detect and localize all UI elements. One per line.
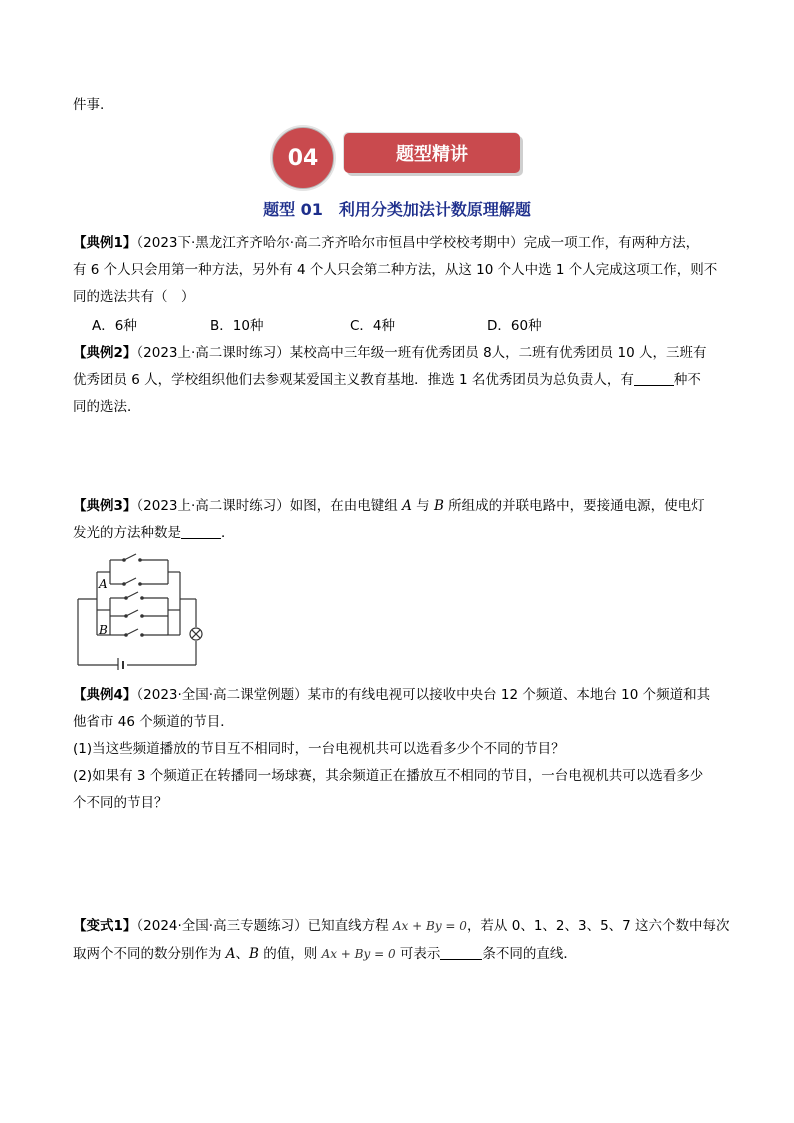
- var-b: B: [249, 946, 259, 962]
- example-1-line-1: [73, 233, 699, 253]
- example-4-question-2-line-1: (2)如果有 3 个频道正在转播同一场球赛，其余频道正在播放互不相同的节目，一台电视机共可以选看多少: [73, 768, 704, 784]
- circuit-label-a: A: [99, 577, 108, 591]
- example-3-text-b: 与: [411, 498, 434, 514]
- example-3-text-a: （2023上·高二课时练习）如图，在由电键组: [136, 498, 403, 514]
- example-1-option-c: C．4种: [350, 318, 396, 334]
- section-number-badge: 04: [272, 127, 334, 189]
- switch-a1: [124, 554, 136, 560]
- switch-a2: [124, 578, 136, 584]
- example-1-tag: 【典例1】: [73, 235, 137, 251]
- circuit-label-b: B: [99, 623, 108, 637]
- answer-blank: [440, 945, 482, 960]
- continued-text: 件事.: [73, 97, 105, 113]
- example-4-question-1: (1)当这些频道播放的节目互不相同时，一台电视机共可以选看多少个不同的节目？: [73, 741, 565, 757]
- switch-b2: [126, 610, 138, 616]
- variant-1-line-2: [73, 944, 577, 964]
- equation: Ax + By = 0: [392, 919, 467, 933]
- example-2-text: （2023上·高二课时练习）某校高中三年级一班有优秀团员 8人，二班有优秀团员 10 人，三班有: [136, 345, 707, 361]
- variant-1-text-b: ，若从 0、1、2、3、5、7 这六个数中每次: [466, 918, 730, 934]
- variant-1-text-d: 的值，则: [258, 946, 322, 962]
- example-3-tag: 【典例3】: [73, 498, 137, 514]
- circuit-diagram: [70, 550, 210, 670]
- section-label-banner: 题型精讲: [344, 133, 520, 173]
- example-1-option-a: A．6种: [92, 318, 137, 334]
- switch-b3: [126, 629, 138, 635]
- example-4-text: （2023·全国·高二课堂例题）某市的有线电视可以接收中央台 12 个频道、本地台 10 个频道和其: [136, 687, 711, 703]
- switch-b1: [126, 592, 138, 598]
- example-2-tag: 【典例2】: [73, 345, 137, 361]
- example-4-line-2: 他省市 46 个频道的节目．: [73, 714, 234, 730]
- equation: Ax + By = 0: [321, 947, 396, 961]
- example-2-line-3: 同的选法．: [73, 399, 141, 415]
- answer-blank: [181, 524, 221, 539]
- var-b: B: [433, 498, 444, 514]
- example-1-option-d: D．60种: [487, 318, 542, 334]
- example-3-text-2: 发光的方法种数是: [73, 525, 181, 541]
- example-1-line-3: 同的选法共有（ ）: [73, 289, 195, 305]
- variant-1-text-f: 条不同的直线．: [482, 946, 577, 962]
- example-2-text-2-end: 种不: [673, 372, 701, 388]
- example-4-line-1: [73, 685, 710, 705]
- example-1-line-2: 有 6 个人只会用第一种方法，另外有 4 个人只会第二种方法，从这 10 个人中选 1 个人完成这项工作，则不: [73, 262, 718, 278]
- example-3-line-2: [73, 523, 235, 543]
- example-1-option-b: B．10种: [210, 318, 264, 334]
- example-3-text-2-end: ．: [221, 525, 235, 541]
- variant-1-text-a: （2024·全国·高三专题练习）已知直线方程: [136, 918, 393, 934]
- example-3-text-c: 所组成的并联电路中，要接通电源，使电灯: [443, 498, 705, 514]
- variant-1-text-e: 可表示: [395, 946, 441, 962]
- example-3-line-1: [73, 496, 705, 516]
- variant-1-text-c: 取两个不同的数分别作为: [73, 946, 226, 962]
- example-2-line-2: [73, 370, 701, 390]
- answer-blank: [634, 371, 674, 386]
- example-4-question-2-line-2: 个不同的节目？: [73, 795, 168, 811]
- example-2-text-2: 优秀团员 6 人，学校组织他们去参观某爱国主义教育基地．推选 1 名优秀团员为总负责人，有: [73, 372, 634, 388]
- example-2-line-1: [73, 343, 706, 363]
- example-4-tag: 【典例4】: [73, 687, 137, 703]
- section-title: 题型 01 利用分类加法计数原理解题: [263, 200, 531, 219]
- var-a: A: [225, 946, 236, 962]
- variant-1-tag: 【变式1】: [73, 918, 137, 934]
- var-a: A: [402, 498, 412, 514]
- example-1-text: （2023下·黑龙江齐齐哈尔·高二齐齐哈尔市恒昌中学校校考期中）完成一项工作，有两种方法，: [136, 235, 700, 251]
- separator: 、: [235, 946, 250, 962]
- variant-1-line-1: [73, 916, 730, 936]
